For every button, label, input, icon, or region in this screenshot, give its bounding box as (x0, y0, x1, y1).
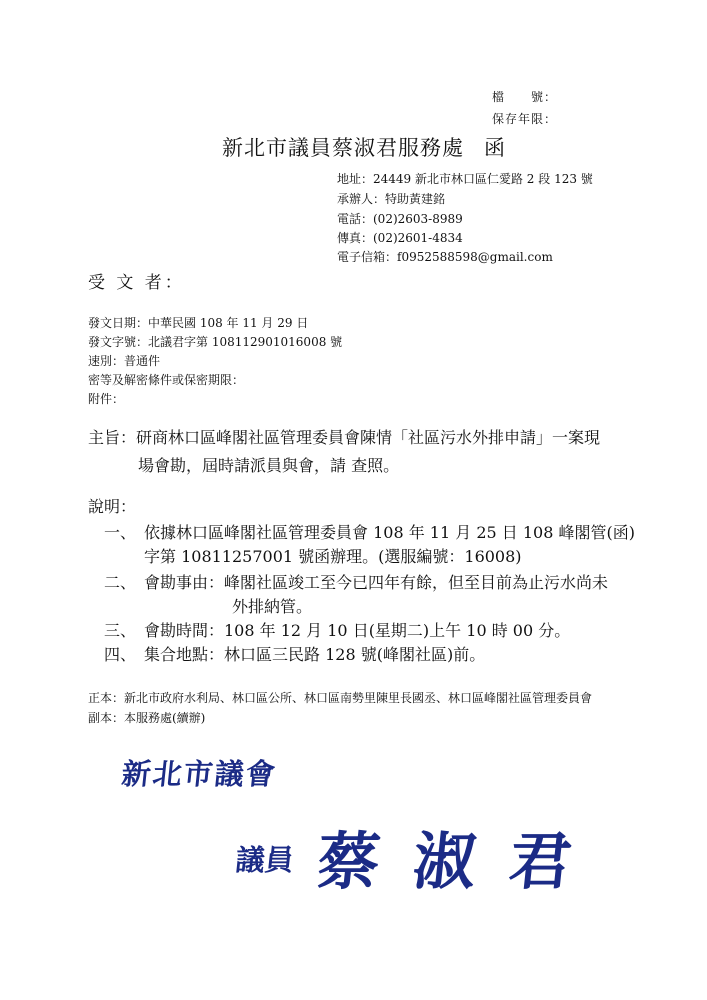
issue-date: 發文日期：中華民國 108 年 11 月 29 日 (88, 316, 309, 330)
retention-period-label: 保存年限： (492, 112, 558, 126)
explanation-item-1-cont: 字第 10811257001 號函辦理。(選服編號：16008) (144, 547, 522, 566)
document-title (222, 132, 506, 162)
item-text: 集合地點：林口區三民路 128 號(峰閣社區)前。 (144, 645, 486, 664)
item-text: 依據林口區峰閣社區管理委員會 108 年 11 月 25 日 108 峰閣管(函) (144, 523, 635, 542)
explanation-item-3 (104, 618, 570, 641)
attachment-label: 附件： (88, 392, 125, 406)
file-number-label: 檔 號： (492, 90, 558, 104)
item-text: 會勘事由：峰閣社區竣工至今已四年有餘，但至目前為止污水尚未 (144, 573, 609, 592)
title-org: 新北市議員蔡淑君服務處 (222, 136, 464, 160)
distribution-copy: 副本：本服務處(續辦) (88, 711, 206, 725)
delivery-speed: 速別：普通件 (88, 354, 161, 368)
contact-fax: 傳真：(02)2601-4834 (337, 231, 463, 245)
item-number: 四、 (104, 645, 137, 664)
subject (88, 424, 658, 480)
explanation-item-2 (104, 570, 608, 593)
subject-line-2: 場會勘，屆時請派員與會，請 查照。 (138, 456, 400, 475)
signature-title: 議員 (234, 843, 296, 877)
item-number: 二、 (104, 573, 137, 592)
contact-address: 地址：24449 新北市林口區仁愛路 2 段 123 號 (337, 172, 593, 186)
recipient-label: 受 文 者： (88, 273, 185, 293)
subject-line-1: 主旨：研商林口區峰閣社區管理委員會陳情「社區污水外排申請」一案現 (88, 428, 601, 447)
item-number: 三、 (104, 621, 137, 640)
contact-email: 電子信箱：f0952588598@gmail.com (337, 250, 553, 264)
explanation-item-1 (104, 520, 635, 543)
contact-handler: 承辦人：特助黃建銘 (337, 192, 446, 206)
item-text: 會勘時間：108 年 12 月 10 日(星期二)上午 10 時 00 分。 (144, 621, 571, 640)
signature-name: 蔡淑君 (313, 825, 610, 898)
council-seal-text: 新北市議會 (120, 757, 279, 791)
secrecy-level: 密等及解密條件或保密期限： (88, 373, 245, 387)
explanation-heading: 說明： (88, 497, 137, 516)
explanation-item-2-cont: 外排納管。 (232, 597, 313, 616)
distribution-main: 正本：新北市政府水利局、林口區公所、林口區南勢里陳里長國丞、林口區峰閣社區管理委員會 (88, 691, 593, 705)
document-number: 發文字號：北議君字第 108112901016008 號 (88, 335, 343, 349)
explanation-item-4 (104, 642, 485, 665)
contact-phone: 電話：(02)2603-8989 (337, 212, 463, 226)
item-number: 一、 (104, 523, 137, 542)
title-doc-type: 函 (484, 136, 506, 160)
